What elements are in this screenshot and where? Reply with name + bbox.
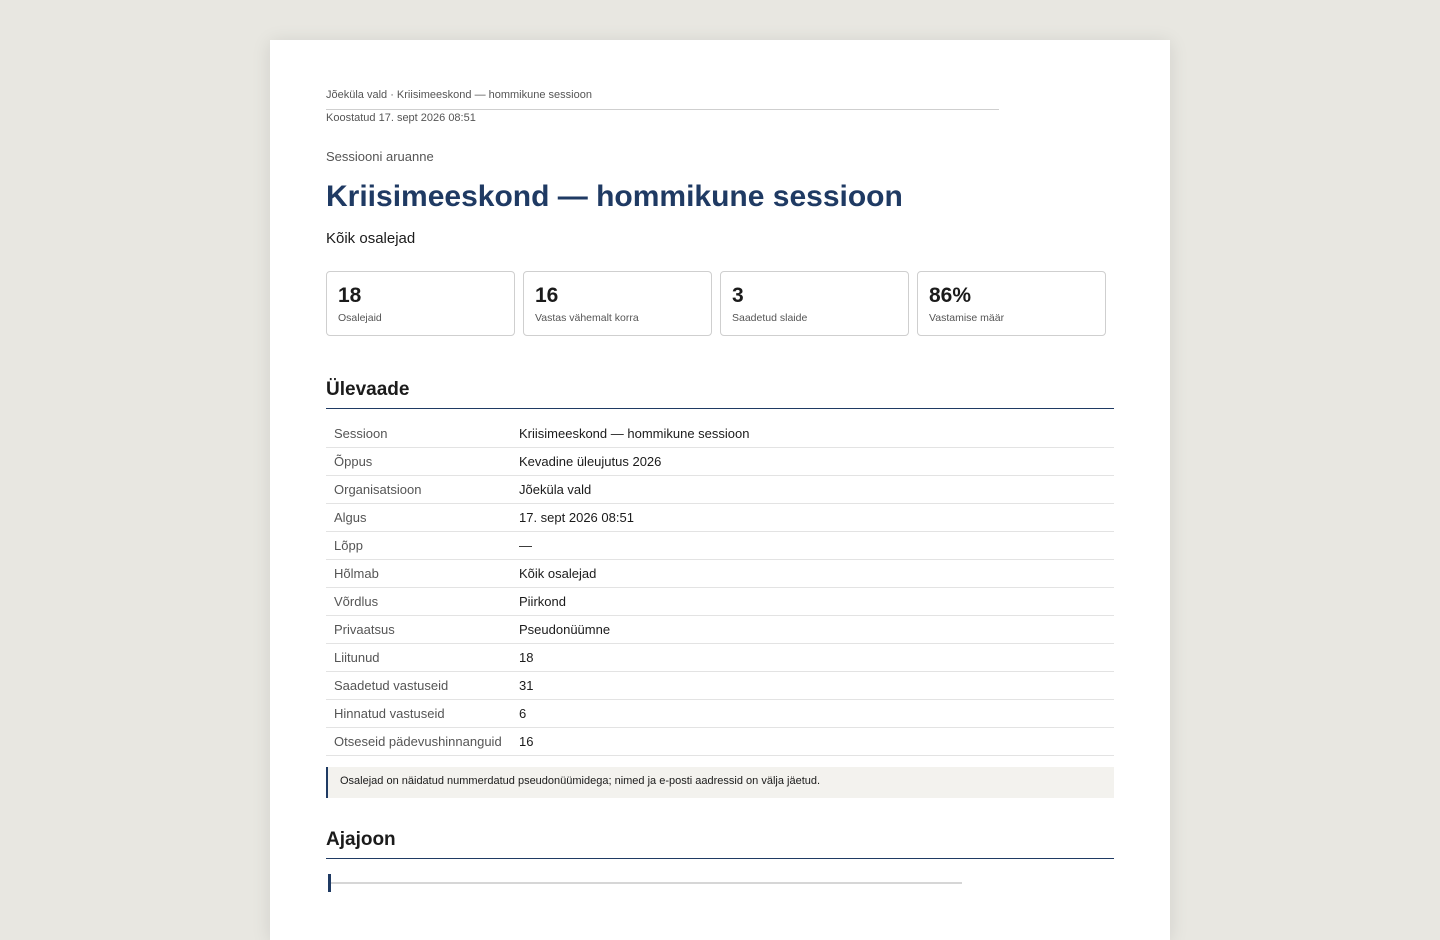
row-value: 6 xyxy=(511,700,1114,728)
row-value: 17. sept 2026 08:51 xyxy=(511,504,1114,532)
table-row xyxy=(326,700,1114,728)
row-key: Õppus xyxy=(326,448,511,476)
stat-card-responded xyxy=(523,271,712,336)
row-value: Kriisimeeskond — hommikune sessioon xyxy=(511,420,1114,448)
stat-value: 16 xyxy=(535,284,559,307)
stat-label: Saadetud slaide xyxy=(732,312,808,324)
timeline-track xyxy=(328,882,962,884)
row-key: Otseseid pädevushinnanguid xyxy=(326,728,511,756)
row-key: Sessioon xyxy=(326,420,511,448)
stat-label: Vastamise määr xyxy=(929,312,1005,324)
overview-table xyxy=(326,420,1114,756)
report-kicker: Sessiooni aruanne xyxy=(326,149,434,164)
page-subtitle: Kõik osalejad xyxy=(326,230,416,247)
row-value: 18 xyxy=(511,644,1114,672)
row-key: Privaatsus xyxy=(326,616,511,644)
row-value: — xyxy=(511,532,1114,560)
row-value: Kevadine üleujutus 2026 xyxy=(511,448,1114,476)
stat-card-response-rate xyxy=(917,271,1106,336)
row-key: Saadetud vastuseid xyxy=(326,672,511,700)
stat-card-participants xyxy=(326,271,515,336)
row-key: Hõlmab xyxy=(326,560,511,588)
stat-card-slides xyxy=(720,271,909,336)
row-key: Hinnatud vastuseid xyxy=(326,700,511,728)
section-title-timeline: Ajajoon xyxy=(326,829,1114,859)
row-key: Võrdlus xyxy=(326,588,511,616)
stat-value: 3 xyxy=(732,284,744,307)
table-row xyxy=(326,476,1114,504)
report-page xyxy=(270,40,1170,940)
row-key: Liitunud xyxy=(326,644,511,672)
section-title-overview: Ülevaade xyxy=(326,379,1114,409)
row-key: Algus xyxy=(326,504,511,532)
row-value: 16 xyxy=(511,728,1114,756)
table-row xyxy=(326,644,1114,672)
row-key: Lõpp xyxy=(326,532,511,560)
stat-value: 18 xyxy=(338,284,362,307)
table-row xyxy=(326,448,1114,476)
row-value: Pseudonüümne xyxy=(511,616,1114,644)
table-row xyxy=(326,616,1114,644)
page-title: Kriisimeeskond — hommikune sessioon xyxy=(326,180,903,213)
row-value: Jõeküla vald xyxy=(511,476,1114,504)
stat-label: Osalejaid xyxy=(338,312,382,324)
privacy-note: Osalejad on näidatud nummerdatud pseudonüümidega; nimed ja e-posti aadressid on välja jäetud. xyxy=(326,767,1114,798)
table-row xyxy=(326,672,1114,700)
table-row xyxy=(326,560,1114,588)
table-row xyxy=(326,588,1114,616)
row-key: Organisatsioon xyxy=(326,476,511,504)
stat-value: 86% xyxy=(929,284,972,307)
row-value: Kõik osalejad xyxy=(511,560,1114,588)
timeline-start-marker xyxy=(328,874,331,892)
row-value: Piirkond xyxy=(511,588,1114,616)
table-row xyxy=(326,420,1114,448)
table-row xyxy=(326,532,1114,560)
table-row xyxy=(326,504,1114,532)
generated-timestamp: Koostatud 17. sept 2026 08:51 xyxy=(326,112,476,124)
stat-label: Vastas vähemalt korra xyxy=(535,312,639,324)
stat-cards xyxy=(326,271,1106,336)
row-value: 31 xyxy=(511,672,1114,700)
table-row xyxy=(326,728,1114,756)
running-head: Jõeküla vald · Kriisimeeskond — hommikune sessioon xyxy=(326,89,999,110)
